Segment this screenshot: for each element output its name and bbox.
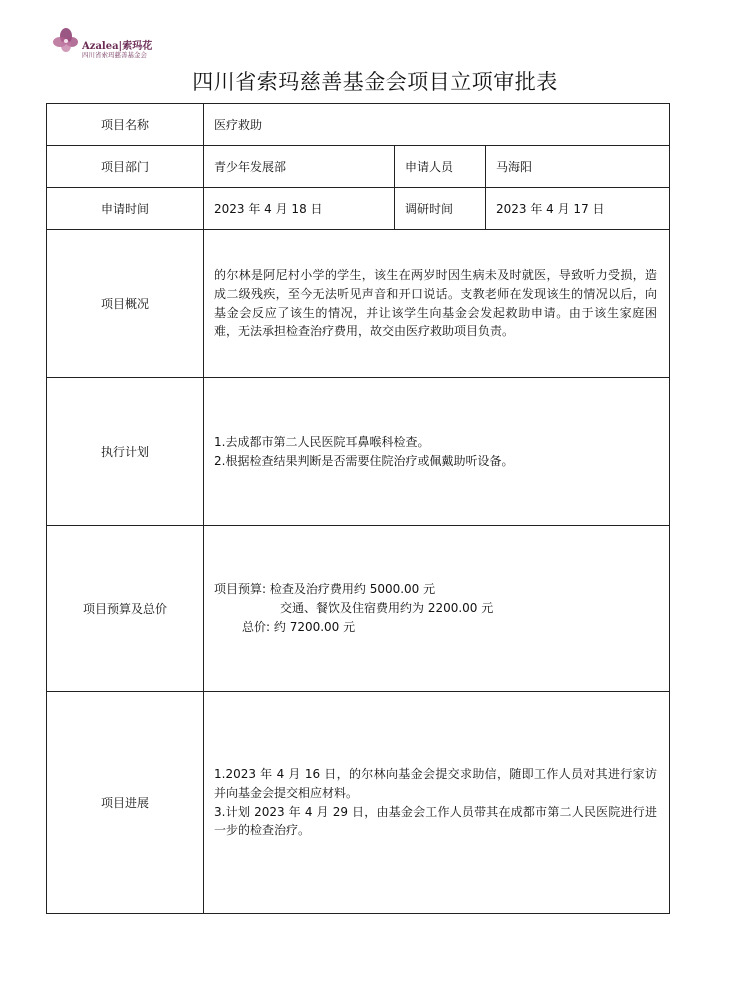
table-row [47, 230, 670, 378]
department-label: 项目部门 [47, 146, 204, 188]
azalea-flower-icon [52, 26, 82, 60]
overview-cell [204, 230, 670, 378]
approval-form-table [46, 103, 670, 914]
applicant-value: 马海阳 [486, 146, 670, 188]
research-date-value: 2023 年 4 月 17 日 [486, 188, 670, 230]
foundation-logo [52, 26, 212, 60]
table-row [47, 104, 670, 146]
budget-item: 检查及治疗费用约 5000.00 元 [269, 581, 436, 596]
applicant-label: 申请人员 [395, 146, 486, 188]
research-date-label: 调研时间 [395, 188, 486, 230]
project-name-label: 项目名称 [47, 104, 204, 146]
apply-date-label: 申请时间 [47, 188, 204, 230]
overview-text: 的尔林是阿尼村小学的学生，该生在两岁时因生病未及时就医，导致听力受损，造成二级残疾，至今无法听见声音和开口说话。支教老师在发现该生的情况以后，向基金会反应了该生的情况，并让该学生向基金会发起救助申请。由于该生家庭困难，无法承担检查治疗费用，故交由医疗救助项目负责。 [214, 268, 657, 339]
page-title: 四川省索玛慈善基金会项目立项审批表 [192, 70, 558, 94]
overview-label: 项目概况 [47, 230, 204, 378]
table-row [47, 378, 670, 526]
logo-text: Azalea|索玛花 [82, 41, 153, 52]
table-row [47, 692, 670, 914]
table-row [47, 188, 670, 230]
apply-date-value: 2023 年 4 月 18 日 [204, 188, 395, 230]
budget-item: 交通、餐饮及住宿费用约为 2200.00 元 [280, 600, 494, 615]
budget-total-prefix: 总价: [242, 620, 271, 635]
project-name-value: 医疗救助 [204, 104, 670, 146]
department-value: 青少年发展部 [204, 146, 395, 188]
table-row [47, 146, 670, 188]
plan-item: 1.去成都市第二人民医院耳鼻喉科检查。 [214, 434, 430, 449]
plan-item: 2.根据检查结果判断是否需要住院治疗或佩戴助听设备。 [214, 453, 514, 468]
logo-subtext: 四川省索玛慈善基金会 [82, 51, 147, 59]
table-row [47, 526, 670, 692]
progress-item: 3.计划 2023 年 4 月 29 日，由基金会工作人员带其在成都市第二人民医院进行进一步的检查治疗。 [214, 804, 657, 838]
budget-label: 项目预算及总价 [47, 526, 204, 692]
plan-cell [204, 378, 670, 526]
progress-item: 1.2023 年 4 月 16 日，的尔林向基金会提交求助信，随即工作人员对其进行家访并向基金会提交相应材料。 [214, 767, 657, 800]
progress-label: 项目进展 [47, 692, 204, 914]
plan-label: 执行计划 [47, 378, 204, 526]
budget-prefix: 项目预算: [214, 581, 267, 596]
budget-cell [204, 526, 670, 692]
budget-total: 约 7200.00 元 [273, 620, 356, 635]
progress-cell [204, 692, 670, 914]
